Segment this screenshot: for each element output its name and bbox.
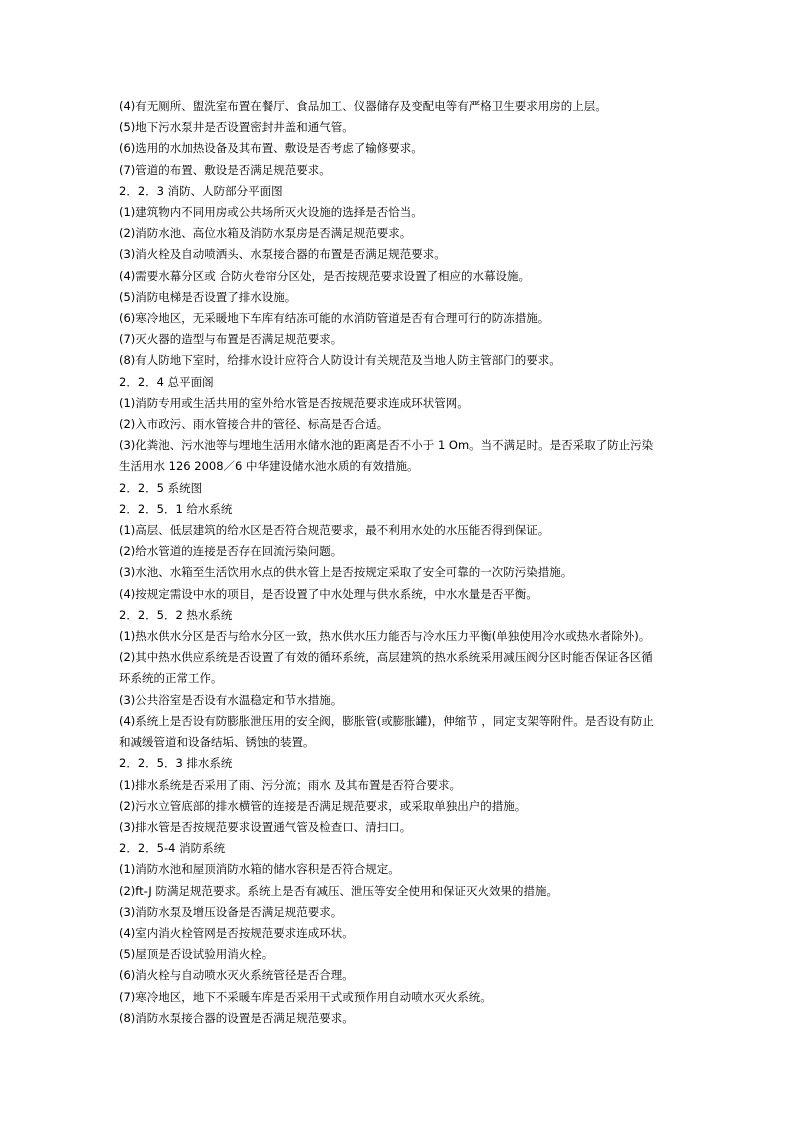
text-line: (6)消火栓与自动喷水灭火系统管径是否合理。 [119,968,354,983]
text-line: (2)入市政污、雨水管接合井的管径、标高是否合适。 [119,417,389,432]
text-line: (3)公共浴室是否设有水温稳定和节水措施。 [119,692,343,707]
text-line: (4)室内消火栓管网是否按规范要求连成环状。 [119,925,354,940]
subsection-heading: 2．2．5．2 热水系统 [119,607,233,622]
text-line: (7)灭火器的造型与布置是否满足规范要求。 [119,332,343,347]
text-line: (8)有人防地下室时，给排水设计应符合人防设计有关规范及当地人防主管部门的要求。 [119,353,561,368]
text-line: (2)给水管道的连接是否存在回流污染问题。 [119,544,343,559]
text-line: (2)消防水池、高位水箱及消防水泵房是否满足规范要求。 [119,226,412,241]
text-line: 环系统的正常工作。 [119,671,223,686]
text-line: (2)其中热水供应系统是否设置了有效的循环系统，高层建筑的热水系统采用减压阀分区时能否保证各区循 [119,650,653,665]
text-line: (4)系统上是否设有防膨胀泄压用的安全阀，膨胀管(或膨胀罐)，伸缩节 ，同定支架等附件。是否设有防止 [119,713,654,728]
text-line: (7)寒冷地区，地下不采暖车库是否采用干式或预作用自动喷水灭火系统。 [119,989,492,1004]
text-line: (3)消防水泵及增压设备是否满足规范要求。 [119,904,343,919]
text-line: (3)消火栓及自动喷洒头、水泵接合器的布置是否满足规范要求。 [119,247,446,262]
text-line: (4)有无厕所、盥洗室布置在餐厅、食品加工、仪器储存及变配电等有严格卫生要求用房的上层。 [119,99,607,113]
subsection-heading: 2．2．5．3 排水系统 [119,756,233,771]
text-line: (4)需要水幕分区或 合防火卷帘分区处，是否按规范要求设置了相应的水幕设施。 [119,268,530,283]
text-line: (6)寒冷地区，无采暖地下车库有结冻可能的水消防管道是否有合理可行的防冻措施。 [119,311,550,326]
subsection-heading: 2．2．5-4 消防系统 [119,841,226,856]
section-heading: 2．2．5 系统图 [119,480,203,495]
text-line: (5)消防电梯是否设置了排水设施。 [119,289,297,304]
text-line: (1)热水供水分区是否与给水分区一致，热水供水压力能否与冷水压力平衡(单独使用冷水或热水者除外)。 [119,629,651,644]
text-line: (8)消防水泵接合器的设置是否满足规范要求。 [119,1010,354,1025]
subsection-heading: 2．2．5．1 给水系统 [119,501,233,516]
text-line: (7)管道的布置、敷设是否满足规范要求。 [119,162,331,177]
text-line: (3)排水管是否按规范要求设置通气管及检查口、清扫口。 [119,819,412,834]
text-line: (2)ft-J 防满足规范要求。系统上是否有减压、泄压等安全使用和保证灭火效果的措施。 [119,883,558,898]
text-line: 生活用水 126 2008／6 中华建设储水池水质的有效措施。 [119,459,419,474]
text-line: (1)高层、低层建筑的给水区是否符合规范要求，最不利用水处的水压能否得到保证。 [119,523,550,538]
text-line: (3)水池、水箱至生活饮用水点的供水管上是否按规定采取了安全可靠的一次防污染措施。 [119,565,573,580]
text-line: (1)消防水池和屋顶消防水箱的储水容积是否符合规定。 [119,862,400,877]
text-line: 和减缓管道和设备结垢、锈蚀的装置。 [119,735,315,750]
text-line: (3)化粪池、污水池等与埋地生活用水储水池的距离是否不小于 1 Om。当不满足时。是否采取了防止污染 [119,438,654,453]
text-line: (1)消防专用或生活共用的室外给水管是否按规范要求连成环状管网。 [119,395,469,410]
text-line: (4)按规定需设中水的项目，是否设置了中水处理与供水系统，中水水量是否平衡。 [119,586,538,601]
text-line: (5)地下污水泵井是否设置密封井盖和通气管。 [119,120,354,135]
section-heading: 2．2．3 消防、人防部分平面图 [119,183,283,198]
document-body [119,96,679,1029]
section-heading: 2．2．4 总平面阁 [119,374,214,389]
text-line: (5)屋顶是否设试验用消火栓。 [119,947,274,962]
text-line: (2)污水立管底部的排水横管的连接是否满足规范要求，或采取单独出户的措施。 [119,798,527,813]
text-line: (1)建筑物内不同用房或公共场所灭火设施的选择是否恰当。 [119,205,423,220]
text-line: (1)排水系统是否采用了雨、污分流；雨水 及其布置是否符合要求。 [119,777,461,792]
text-line: (6)选用的水加热设备及其布置、敷设是否考虑了输修要求。 [119,141,423,156]
